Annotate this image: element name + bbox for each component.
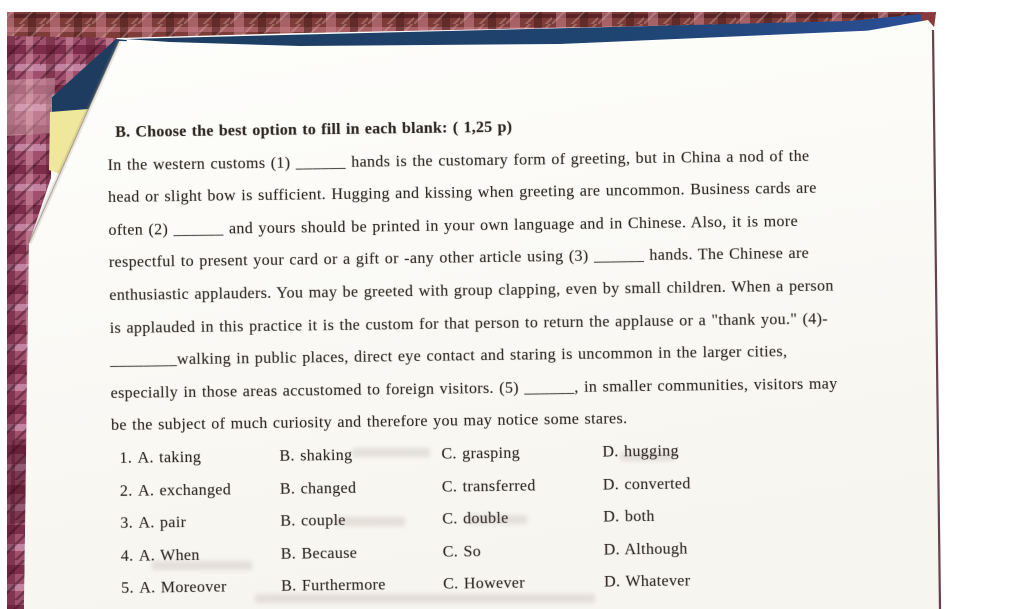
exam-title: B. Choose the best option to fill in each blank: ( 1,25 p) [115, 118, 513, 141]
option-d: D. Although [603, 540, 688, 559]
passage-line: ________walking in public places, direct eye contact and staring is uncommon in the larger cities, [110, 343, 788, 370]
option-c: C. double [442, 509, 509, 528]
fabric-light-patch [7, 78, 55, 136]
ink-bleed-smudge [620, 452, 675, 461]
option-number: 2. [119, 482, 133, 500]
ink-bleed-smudge [352, 448, 430, 457]
exam-page-content [107, 106, 933, 606]
option-c: C. grasping [441, 444, 521, 463]
passage-line: especially in those areas accustomed to foreign visitors. (5) ______, in smaller communities, visitors may [110, 375, 838, 402]
option-b: B. Because [280, 544, 358, 563]
option-b: B. Furthermore [281, 576, 386, 596]
ink-bleed-smudge [152, 561, 252, 570]
passage-line: head or slight bow is sufficient. Hugging and kissing when greeting are uncommon. Business cards are [107, 179, 817, 207]
option-a: A. taking [137, 448, 202, 467]
ink-bleed-smudge [467, 515, 527, 524]
option-a: A. exchanged [137, 480, 232, 500]
ink-bleed-smudge [255, 594, 595, 603]
passage [107, 139, 931, 443]
option-number: 1. [119, 449, 133, 467]
passage-line: is applauded in this practice it is the custom for that person to return the applause or a "thank you." (4)- [109, 310, 829, 337]
passage-line: be the subject of much curiosity and therefore you may notice some stares. [110, 410, 628, 435]
option-d: D. both [603, 507, 655, 526]
option-b: B. changed [279, 479, 357, 498]
passage-line: often (2) ______ and yours should be printed in your own language and in Chinese. Also, it is more [108, 212, 799, 239]
passage-line: enthusiastic applauders. You may be greeted with group clapping, even by small children. When a person [109, 277, 834, 304]
option-c: C. So [442, 542, 482, 561]
option-d: D. hugging [602, 442, 680, 461]
option-d: D. converted [602, 474, 691, 494]
option-number: 5. [121, 580, 134, 598]
option-number: 3. [120, 514, 134, 532]
option-a-cell [120, 473, 280, 508]
passage-line: In the western customs (1) ______ hands is the customary form of greeting, but in China a nod of the [107, 147, 810, 174]
option-a-cell [120, 506, 280, 541]
option-b: B. shaking [279, 446, 353, 465]
option-b: B. couple [280, 512, 346, 530]
option-a: A. When [138, 546, 200, 565]
option-c: C. transferred [441, 476, 536, 496]
option-a: A. Moreover [139, 578, 227, 597]
option-c: C. However [443, 574, 526, 593]
ink-bleed-smudge [335, 517, 405, 526]
option-a: A. pair [138, 514, 187, 532]
option-a-cell [119, 441, 279, 476]
passage-line: respectful to present your card or a gift or -any other article using (3) ______ hands. The Chinese are [108, 245, 810, 272]
option-number: 4. [120, 547, 134, 565]
option-d: D. Whatever [604, 572, 691, 591]
